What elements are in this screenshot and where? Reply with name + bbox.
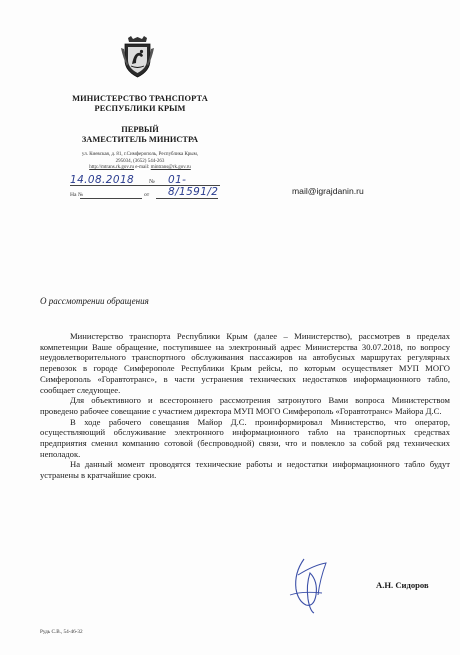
ministry-line-1: МИНИСТЕРСТВО ТРАНСПОРТА xyxy=(72,94,208,103)
letter-subject: О рассмотрении обращения xyxy=(40,296,149,306)
email-label: e-mail: xyxy=(135,165,150,171)
body-paragraph-3: В ходе рабочего совещания Майор Д.С. проинформировал Министерство, что оператор, осуществляющий обслуживание электронного информационного табло на транспортных средствах предприятия сменил компанию сотовой (беспроводной) связи, что и повлекло за собой ряд технических неполадок. xyxy=(40,416,450,459)
ministry-line-2: РЕСПУБЛИКИ КРЫМ xyxy=(94,104,186,113)
handwritten-number: 01-8/1591/2 xyxy=(168,174,219,198)
position-line-2: ЗАМЕСТИТЕЛЬ МИНИСТРА xyxy=(81,135,199,144)
address-line-2: 295034, (3652) 544-263 xyxy=(115,158,165,164)
body-paragraph-4: На данный момент проводятся технические работы и недостатки информационного табло будут устранены в кратчайшие сроки. xyxy=(40,459,450,481)
signer-name: А.Н. Сидоров xyxy=(376,580,429,590)
handwritten-date: 14.08.2018 xyxy=(70,174,135,186)
body-paragraph-1: Министерство транспорта Республики Крым (далее – Министерство), рассмотрев в пределах компетенции Ваше обращение, поступившее на электронный адрес Министерства 30.07.2018, по вопросу неудовлетворительного транспортного обслуживания пассажиров на автобусных маршрутах регулярных перевозок в городе Симферополе Республики Крым рейсы, по которым осуществляет МУП МОГО Симферополь «Горавтотранс», в части устранения технических недостатков информационного табло, сообщает следующее. xyxy=(40,331,450,395)
reference-date-underline xyxy=(156,198,218,199)
official-position xyxy=(60,125,220,145)
letter-body xyxy=(40,331,450,481)
body-paragraph-2: Для объективного и всестороннего рассмотрения затронутого Вами вопроса Министерством проведено рабочее совещание с участием директора МУП МОГО Симферополь «Горавтотранс» Майора Д.С. xyxy=(40,395,450,416)
ministry-name xyxy=(60,94,220,114)
position-line-1: ПЕРВЫЙ xyxy=(121,125,159,134)
crimea-coat-of-arms-icon xyxy=(121,36,154,78)
recipient-email: mail@igrajdanin.ru xyxy=(292,186,364,196)
reference-date-label: от xyxy=(144,192,150,198)
executor-note: Рудь С.В., 54-46-32 xyxy=(40,629,83,635)
address-line-1: ул. Киевская, д. 81, г.Симферополь, Республика Крым, xyxy=(81,152,199,157)
reference-number-label: На № xyxy=(70,192,84,198)
ministry-email-link[interactable]: mintrans@rk.gov.ru xyxy=(150,165,191,171)
registration-underline xyxy=(70,185,220,186)
ministry-address xyxy=(60,152,220,172)
handwritten-signature xyxy=(280,555,340,615)
address-contacts xyxy=(60,165,220,172)
reference-number-underline xyxy=(80,198,142,199)
website-link[interactable]: http://mtrans.rk.gov.ru xyxy=(89,165,135,171)
number-label: № xyxy=(149,179,155,185)
